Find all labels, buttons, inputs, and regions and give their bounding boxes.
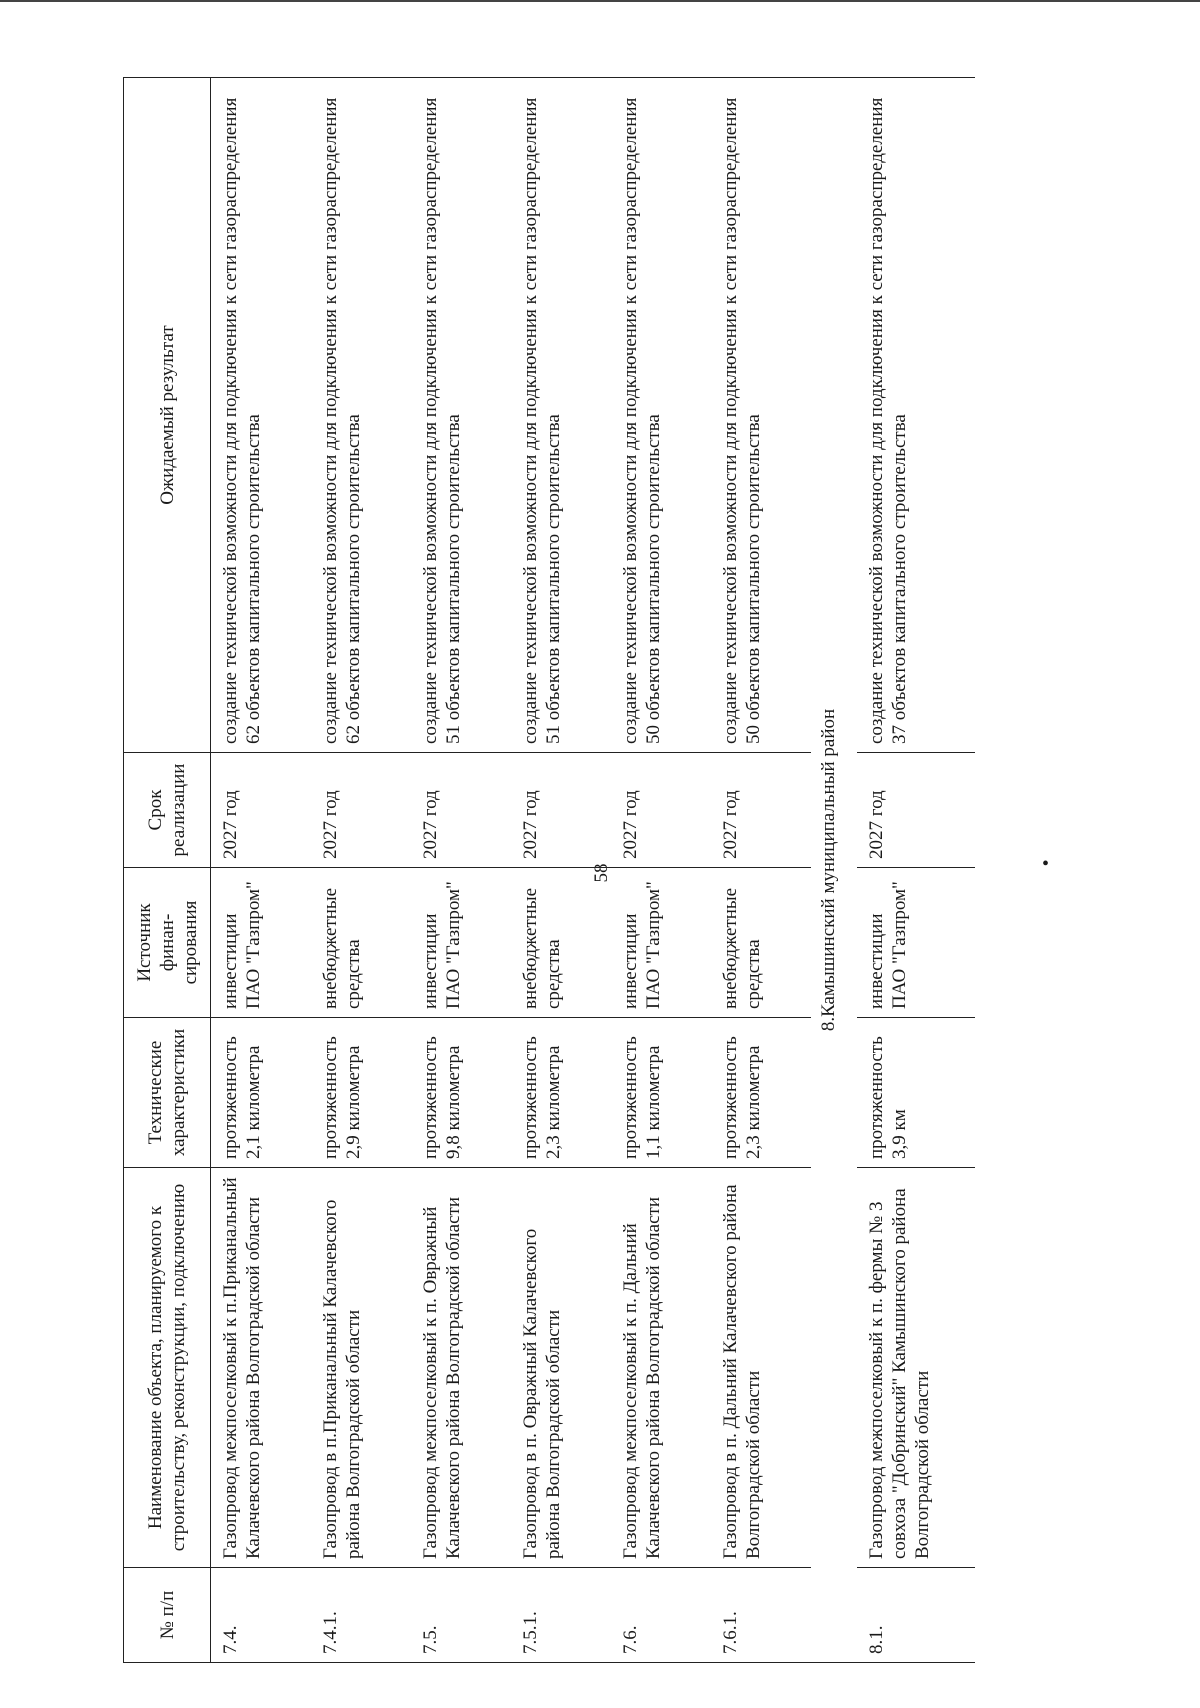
table-row — [711, 78, 811, 1663]
table-row — [611, 78, 711, 1663]
row-number: 7.4.1. — [311, 1568, 411, 1663]
row-number: 8.1. — [857, 1568, 975, 1663]
row-expected-result: создание технической возможности для подключения к сети газораспределения 37 объектов капитального строительства — [857, 78, 975, 753]
row-object-name: Газопровод межпоселковый к п. Дальний Калачевского района Волгоградской области — [611, 1168, 711, 1568]
row-object-name: Газопровод межпоселковый к п. фермы № 3 совхоза "Добринский" Камышинского района Волгоградской области — [857, 1168, 975, 1568]
table-row — [211, 78, 312, 1663]
row-term: 2027 год — [411, 753, 511, 868]
row-expected-result: создание технической возможности для подключения к сети газораспределения 50 объектов капитального строительства — [711, 78, 811, 753]
row-financing-source: инвестиции ПАО "Газпром" — [611, 868, 711, 1018]
scan-mark: • — [1042, 853, 1050, 875]
table-body-group2 — [857, 78, 975, 1663]
row-term: 2027 год — [611, 753, 711, 868]
row-number: 7.6.1. — [711, 1568, 811, 1663]
row-object-name: Газопровод в п. Овражный Калачевского района Волгоградской области — [511, 1168, 611, 1568]
row-financing-source: внебюджетные средства — [711, 868, 811, 1018]
table-row — [511, 78, 611, 1663]
row-tech-specs: протяженность 2,9 километра — [311, 1018, 411, 1168]
row-term: 2027 год — [857, 753, 975, 868]
table-row — [857, 78, 975, 1663]
section-title: 8.Камышинский муниципальный район — [811, 78, 857, 1663]
row-expected-result: создание технической возможности для подключения к сети газораспределения 62 объектов капитального строительства — [211, 78, 312, 753]
row-financing-source: инвестиции ПАО "Газпром" — [211, 868, 312, 1018]
header-financing-source: Источник финан-сирования — [124, 868, 211, 1018]
table-row — [411, 78, 511, 1663]
row-tech-specs: протяженность 3,9 км — [857, 1018, 975, 1168]
row-object-name: Газопровод в п. Дальний Калачевского района Волгоградской области — [711, 1168, 811, 1568]
row-number: 7.5. — [411, 1568, 511, 1663]
row-tech-specs: протяженность 2,3 километра — [711, 1018, 811, 1168]
table-body-group1 — [211, 78, 812, 1663]
row-term: 2027 год — [311, 753, 411, 868]
row-term: 2027 год — [211, 753, 312, 868]
row-number: 7.6. — [611, 1568, 711, 1663]
row-financing-source: внебюджетные средства — [311, 868, 411, 1018]
row-financing-source: внебюджетные средства — [511, 868, 611, 1018]
row-tech-specs: протяженность 1,1 километра — [611, 1018, 711, 1168]
header-object-name: Наименование объекта, планируемого к строительству, реконструкции, подключению — [124, 1168, 211, 1568]
page-number: 58 — [591, 863, 612, 883]
row-expected-result: создание технической возможности для подключения к сети газораспределения 62 объектов капитального строительства — [311, 78, 411, 753]
row-term: 2027 год — [511, 753, 611, 868]
header-number: № п/п — [124, 1568, 211, 1663]
row-object-name: Газопровод в п.Приканальный Калачевского района Волгоградской области — [311, 1168, 411, 1568]
row-financing-source: инвестиции ПАО "Газпром" — [857, 868, 975, 1018]
row-number: 7.4. — [211, 1568, 312, 1663]
row-number: 7.5.1. — [511, 1568, 611, 1663]
row-financing-source: инвестиции ПАО "Газпром" — [411, 868, 511, 1018]
scan-edge-top — [0, 0, 1200, 2]
row-tech-specs: протяженность 2,3 километра — [511, 1018, 611, 1168]
row-tech-specs: протяженность 9,8 километра — [411, 1018, 511, 1168]
row-term: 2027 год — [711, 753, 811, 868]
row-object-name: Газопровод межпоселковый к п. Овражный Калачевского района Волгоградской области — [411, 1168, 511, 1568]
header-tech-specs: Технические характеристики — [124, 1018, 211, 1168]
row-expected-result: создание технической возможности для подключения к сети газораспределения 51 объектов капитального строительства — [411, 78, 511, 753]
row-expected-result: создание технической возможности для подключения к сети газораспределения 51 объектов капитального строительства — [511, 78, 611, 753]
row-expected-result: создание технической возможности для подключения к сети газораспределения 50 объектов капитального строительства — [611, 78, 711, 753]
gas-pipeline-table — [123, 77, 975, 1663]
row-object-name: Газопровод межпоселковый к п.Приканальный Калачевского района Волгоградской области — [211, 1168, 312, 1568]
section-row — [811, 78, 857, 1663]
header-expected-result: Ожидаемый результат — [124, 78, 211, 753]
table-row — [311, 78, 411, 1663]
table-header-row — [124, 78, 211, 1663]
table-section — [811, 78, 857, 1663]
rotated-table-container — [123, 78, 1123, 1663]
header-term: Срок реализации — [124, 753, 211, 868]
row-tech-specs: протяженность 2,1 километра — [211, 1018, 312, 1168]
